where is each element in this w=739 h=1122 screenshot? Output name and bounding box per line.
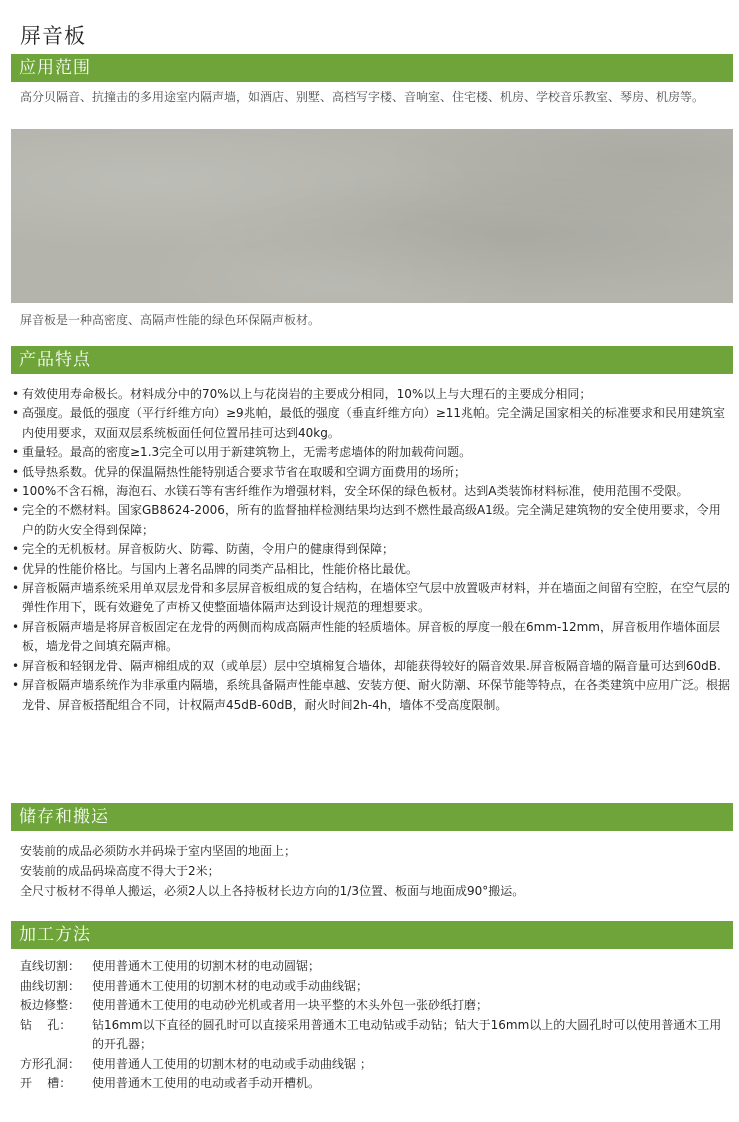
board-caption: 屏音板是一种高密度、高隔声性能的绿色环保隔声板材。 xyxy=(20,313,321,327)
processing-row: 直线切割： 使用普通木工使用的切割木材的电动圆锯； xyxy=(20,959,321,973)
feature-item: • 屏音板和轻钢龙骨、隔声棉组成的双（或单层）层中空填棉复合墙体，却能获得较好的隔音效果.屏音板隔音墙的隔音量可达到60dB. xyxy=(12,658,721,673)
section-header-processing: 加工方法 xyxy=(11,921,733,949)
processing-row: 板边修整： 使用普通木工使用的电动砂光机或者用一块平整的木头外包一张砂纸打磨； xyxy=(20,998,489,1012)
board-texture-image xyxy=(11,129,733,303)
feature-item: • 屏音板隔声墙系统采用单双层龙骨和多层屏音板组成的复合结构，在墙体空气层中放置吸声材料，并在墙面之间留有空腔，在空气层的弹性作用下，既有效避免了声桥又使整面墙体隔声达到设计规范的理想要求。 xyxy=(12,581,731,615)
application-text: 高分贝隔音、抗撞击的多用途室内隔声墙，如酒店、别墅、高档写字楼、音响室、住宅楼、机房、学校音乐教室、琴房、机房等。 xyxy=(20,90,705,104)
storage-line: 全尺寸板材不得单人搬运，必须2人以上各持板材长边方向的1/3位置、板面与地面成90°搬运。 xyxy=(20,884,525,898)
section-header-application: 应用范围 xyxy=(11,54,733,82)
feature-item: • 完全的无机板材。屏音板防火、防霉、防菌，令用户的健康得到保障； xyxy=(12,542,395,557)
feature-item: • 有效使用寿命极长。材料成分中的70%以上与花岗岩的主要成分相同，10%以上与大理石的主要成分相同； xyxy=(12,387,592,401)
storage-line: 安装前的成品码垛高度不得大于2米； xyxy=(20,864,220,878)
feature-item: • 优异的性能价格比。与国内上著名品牌的同类产品相比，性能价格比最优。 xyxy=(12,561,419,576)
processing-list xyxy=(20,957,732,1094)
features-list xyxy=(12,385,732,715)
processing-row: 曲线切割： 使用普通木工使用的切割木材的电动或手动曲线锯； xyxy=(20,978,369,993)
feature-item: • 完全的不燃材料。国家GB8624-2006，所有的监督抽样检测结果均达到不燃性最高级A1级。完全满足建筑物的安全使用要求，令用户的防火安全得到保障； xyxy=(12,503,721,537)
processing-row: 方形孔洞： 使用普通人工使用的切割木材的电动或手动曲线锯 ； xyxy=(20,1056,372,1071)
section-header-features: 产品特点 xyxy=(11,346,733,374)
feature-item: • 重量轻。最高的密度≥1.3完全可以用于新建筑物上，无需考虑墙体的附加载荷问题。 xyxy=(12,445,472,460)
page-title: 屏音板 xyxy=(20,24,86,48)
processing-row: 开 槽： 使用普通木工使用的电动或者手动开槽机。 xyxy=(20,1076,321,1090)
feature-item: • 高强度。最低的强度（平行纤维方向）≥9兆帕，最低的强度（垂直纤维方向）≥11兆帕。完全满足国家相关的标准要求和民用建筑室内使用要求，双面双层系统板面任何位置吊挂可达到40kg。 xyxy=(12,406,726,440)
storage-line: 安装前的成品必须防水并码垛于室内坚固的地面上； xyxy=(20,844,297,858)
processing-row: 钻 孔： 钻16mm以下直径的圆孔时可以直接采用普通木工电动钻或手动钻；钻大于16mm以上的大圆孔时可以使用普通木工用的开孔器； xyxy=(20,1017,722,1051)
section-header-storage: 储存和搬运 xyxy=(11,803,733,831)
feature-item: • 低导热系数。优异的保温隔热性能特别适合要求节省在取暖和空调方面费用的场所； xyxy=(12,464,467,479)
storage-lines xyxy=(20,841,732,901)
feature-item: • 100%不含石棉，海泡石、水镁石等有害纤维作为增强材料，安全环保的绿色板材。达到A类装饰材料标准，使用范围不受限。 xyxy=(12,484,689,499)
feature-item: • 屏音板隔声墙是将屏音板固定在龙骨的两侧而构成高隔声性能的轻质墙体。屏音板的厚度一般在6mm-12mm，屏音板用作墙体面层板，墙龙骨之间填充隔声棉。 xyxy=(12,619,720,654)
feature-item: • 屏音板隔声墙系统作为非承重内隔墙，系统具备隔声性能卓越、安装方便、耐火防潮、环保节能等特点，在各类建筑中应用广泛。根据龙骨、屏音板搭配组合不同，计权隔声45dB-60dB，耐火时间2h-4h，墙体不受高度限制。 xyxy=(12,678,731,712)
